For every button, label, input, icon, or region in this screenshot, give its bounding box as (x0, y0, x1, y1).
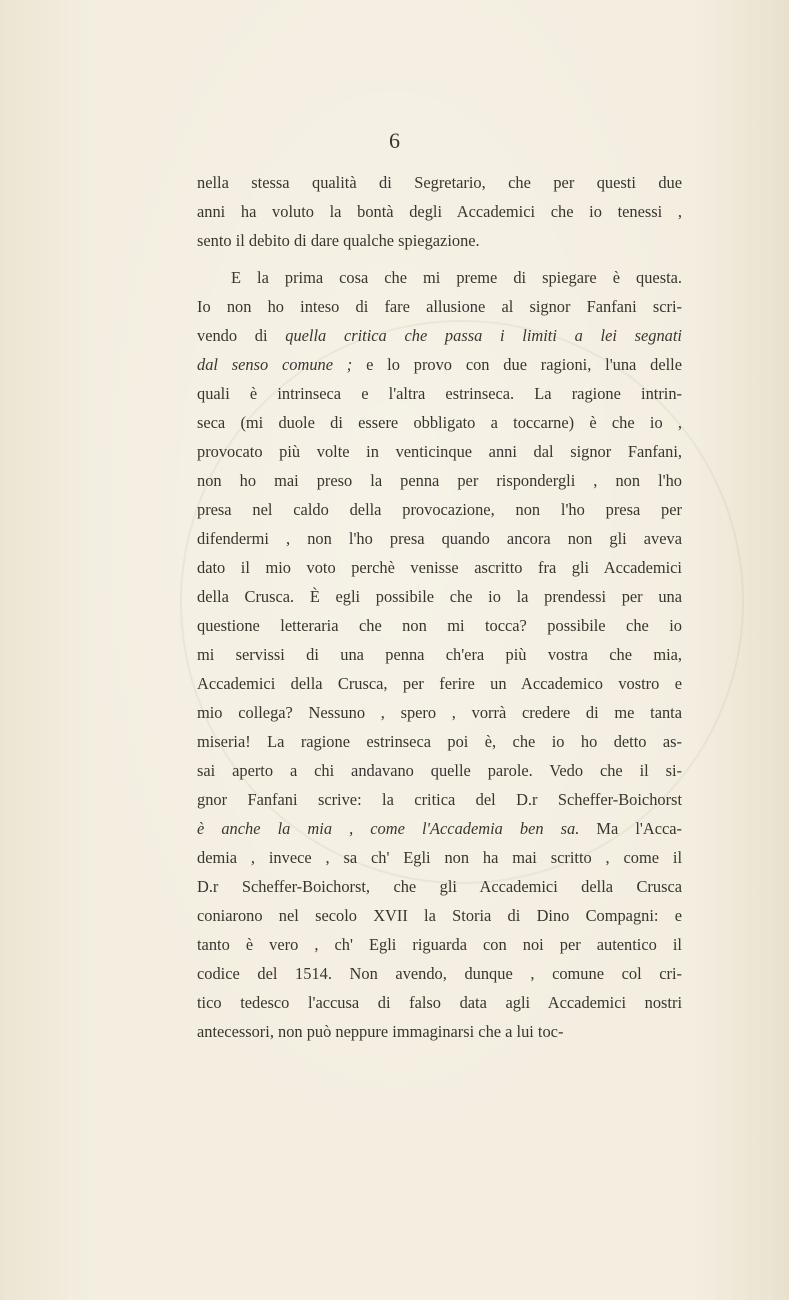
text-line (197, 901, 682, 930)
text-span: coniarono nel secolo XVII la Storia di Dino Compagni: e (197, 906, 682, 925)
text-span: difendermi , non l'ho presa quando ancora non gli aveva (197, 529, 682, 548)
text-span: demia , invece , sa ch' Egli non ha mai scritto , come il (197, 848, 682, 867)
text-line (197, 930, 682, 959)
text-span: nella stessa qualità di Segretario, che per questi due (197, 173, 682, 192)
text-line (197, 640, 682, 669)
text-span: E la prima cosa che mi preme di spiegare è questa. (231, 268, 682, 287)
text-span: seca (mi duole di essere obbligato a toccarne) è che io , (197, 413, 682, 432)
italic-span: è anche la mia , come l'Accademia ben sa. (197, 819, 580, 838)
text-line (197, 698, 682, 727)
text-span: gnor Fanfani scrive: la critica del D.r Scheffer-Boichorst (197, 790, 682, 809)
text-line (197, 669, 682, 698)
text-span: provocato più volte in venticinque anni dal signor Fanfani, (197, 442, 682, 461)
text-span: sento il debito di dare qualche spiegazione. (197, 231, 480, 250)
text-line (197, 1017, 682, 1046)
text-span: sai aperto a chi andavano quelle parole. Vedo che il si- (197, 761, 682, 780)
text-line (197, 524, 682, 553)
text-line (197, 350, 682, 379)
text-line (197, 582, 682, 611)
text-line (197, 988, 682, 1017)
text-line (197, 292, 682, 321)
text-span: e lo provo con due ragioni, l'una delle (352, 355, 682, 374)
text-line (197, 785, 682, 814)
text-line (197, 872, 682, 901)
text-span: anni ha voluto la bontà degli Accademici che io tenessi , (197, 202, 682, 221)
text-line (197, 553, 682, 582)
text-span: mio collega? Nessuno , spero , vorrà credere di me tanta (197, 703, 682, 722)
text-line (197, 466, 682, 495)
text-span: Io non ho inteso di fare allusione al signor Fanfani scri- (197, 297, 682, 316)
text-span: miseria! La ragione estrinseca poi è, che io ho detto as- (197, 732, 682, 751)
text-line (197, 495, 682, 524)
text-span: presa nel caldo della provocazione, non l'ho presa per (197, 500, 682, 519)
text-line (197, 408, 682, 437)
italic-span: dal senso comune ; (197, 355, 353, 374)
text-line (197, 197, 682, 226)
text-line (197, 756, 682, 785)
text-span: questione letteraria che non mi tocca? possibile che io (197, 616, 682, 635)
text-span: tanto è vero , ch' Egli riguarda con noi per autentico il (197, 935, 682, 954)
text-span: antecessori, non può neppure immaginarsi che a lui toc- (197, 1022, 564, 1041)
text-span: non ho mai preso la penna per rispondergli , non l'ho (197, 471, 682, 490)
text-line (197, 727, 682, 756)
text-span: Ma l'Acca- (579, 819, 682, 838)
text-line (197, 321, 682, 350)
text-span: quali è intrinseca e l'altra estrinseca. La ragione intrin- (197, 384, 682, 403)
text-line (197, 437, 682, 466)
text-span: mi servissi di una penna ch'era più vostra che mia, (197, 645, 682, 664)
text-line (197, 959, 682, 988)
text-line (197, 611, 682, 640)
text-span: tico tedesco l'accusa di falso data agli Accademici nostri (197, 993, 682, 1012)
text-line (197, 379, 682, 408)
text-span: dato il mio voto perchè venisse ascritto fra gli Accademici (197, 558, 682, 577)
text-span: D.r Scheffer-Boichorst, che gli Accademici della Crusca (197, 877, 682, 896)
text-line (197, 263, 682, 292)
text-span: della Crusca. È egli possibile che io la prendessi per una (197, 587, 682, 606)
text-span: Accademici della Crusca, per ferire un Accademico vostro e (197, 674, 682, 693)
text-span: codice del 1514. Non avendo, dunque , comune col cri- (197, 964, 682, 983)
text-line (197, 226, 682, 255)
text-line (197, 814, 682, 843)
text-line (197, 843, 682, 872)
italic-span: quella critica che passa i limiti a lei segnati (285, 326, 682, 345)
body-text (197, 168, 682, 1046)
page-number: 6 (389, 128, 400, 153)
text-line (197, 168, 682, 197)
text-span: vendo di (197, 326, 286, 345)
